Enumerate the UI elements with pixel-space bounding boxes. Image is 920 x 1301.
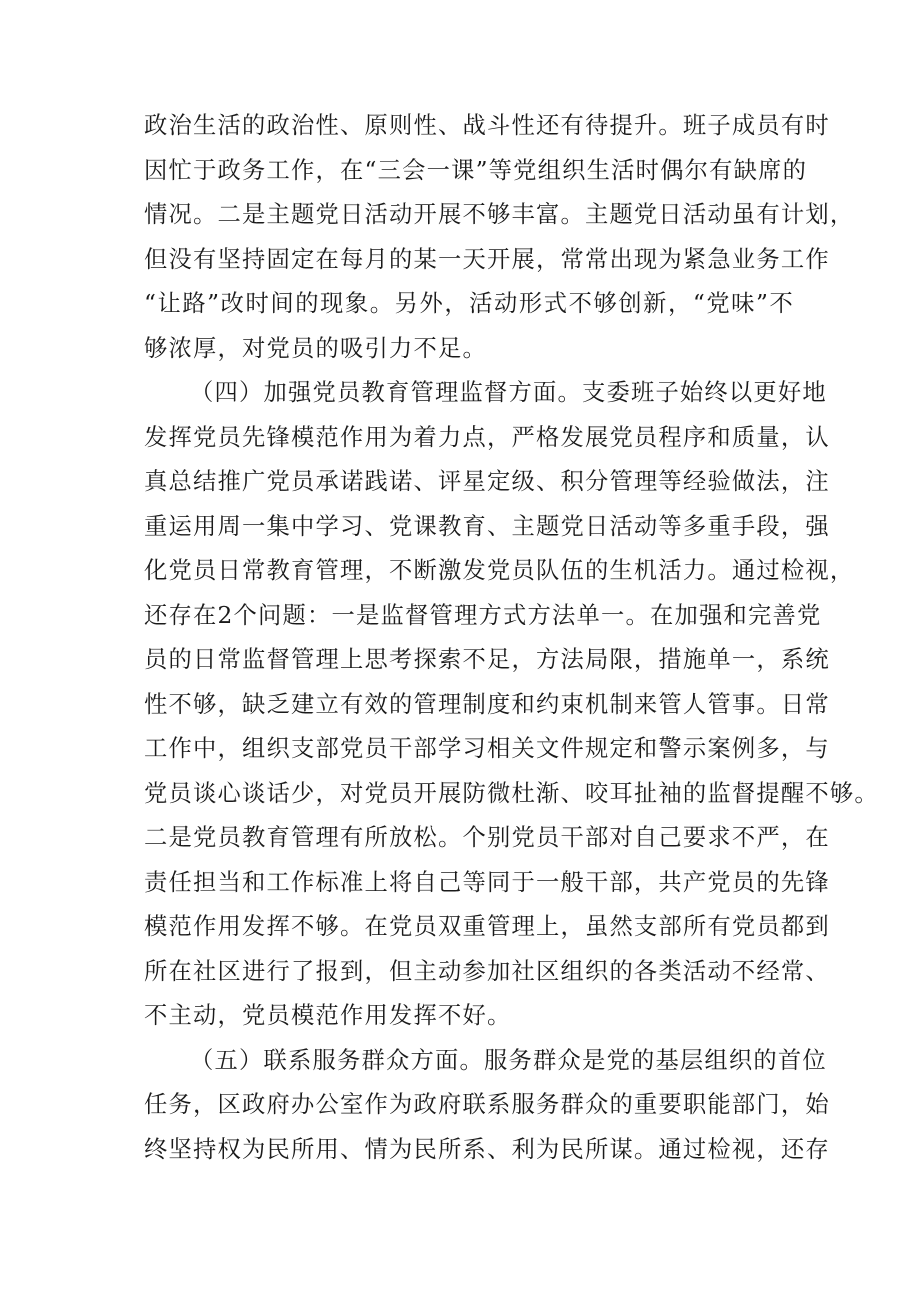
text-line: 所在社区进行了报到，但主动参加社区组织的各类活动不经常、 xyxy=(144,957,830,985)
text-line: 党员谈心谈话少，对党员开展防微杜渐、咬耳扯袖的监督提醒不够。 xyxy=(144,779,879,807)
text-line: 发挥党员先锋模范作用为着力点，严格发展党员程序和质量，认 xyxy=(144,423,830,451)
text-line: 化党员日常教育管理，不断激发党员队伍的生机活力。通过检视， xyxy=(144,557,855,584)
text-line: 工作中，组织支部党员干部学习相关文件规定和警示案例多，与 xyxy=(144,735,830,762)
text-line: 还存在2个问题：一是监督管理方式方法单一。在加强和完善党 xyxy=(144,601,822,629)
text-line: 模范作用发挥不够。在党员双重管理上，虽然支部所有党员都到 xyxy=(144,913,830,940)
document-body xyxy=(144,104,879,1172)
section-heading-line: （四）加强党员教育管理监督方面。支委班子始终以更好地 xyxy=(190,379,827,406)
text-line: 情况。二是主题党日活动开展不够丰富。主题党日活动虽有计划， xyxy=(144,201,855,228)
text-line: 但没有坚持固定在每月的某一天开展，常常出现为紧急业务工作 xyxy=(144,245,830,273)
text-line: 够浓厚，对党员的吸引力不足。 xyxy=(144,334,487,362)
text-line: 真总结推广党员承诺践诺、评星定级、积分管理等经验做法，注 xyxy=(144,468,830,495)
text-line: 政治生活的政治性、原则性、战斗性还有待提升。班子成员有时 xyxy=(144,112,830,139)
text-line: 终坚持权为民所用、情为民所系、利为民所谋。通过检视，还存 xyxy=(144,1135,830,1163)
section-heading-line: （五）联系服务群众方面。服务群众是党的基层组织的首位 xyxy=(190,1046,827,1074)
text-line: “让路”改时间的现象。另外，活动形式不够创新，“党味”不 xyxy=(144,290,794,317)
text-line: 重运用周一集中学习、党课教育、主题党日活动等多重手段，强 xyxy=(144,512,830,540)
text-line: 性不够，缺乏建立有效的管理制度和约束机制来管人管事。日常 xyxy=(144,690,830,718)
text-line: 二是党员教育管理有所放松。个别党员干部对自己要求不严，在 xyxy=(144,824,830,851)
text-line: 因忙于政务工作，在“三会一课”等党组织生活时偶尔有缺席的 xyxy=(144,156,808,184)
text-line: 员的日常监督管理上思考探索不足，方法局限，措施单一，系统 xyxy=(144,646,830,673)
text-line: 不主动，党员模范作用发挥不好。 xyxy=(144,1002,512,1029)
text-line: 责任担当和工作标准上将自己等同于一般干部，共产党员的先锋 xyxy=(144,868,830,896)
text-line: 任务，区政府办公室作为政府联系服务群众的重要职能部门，始 xyxy=(144,1091,830,1118)
